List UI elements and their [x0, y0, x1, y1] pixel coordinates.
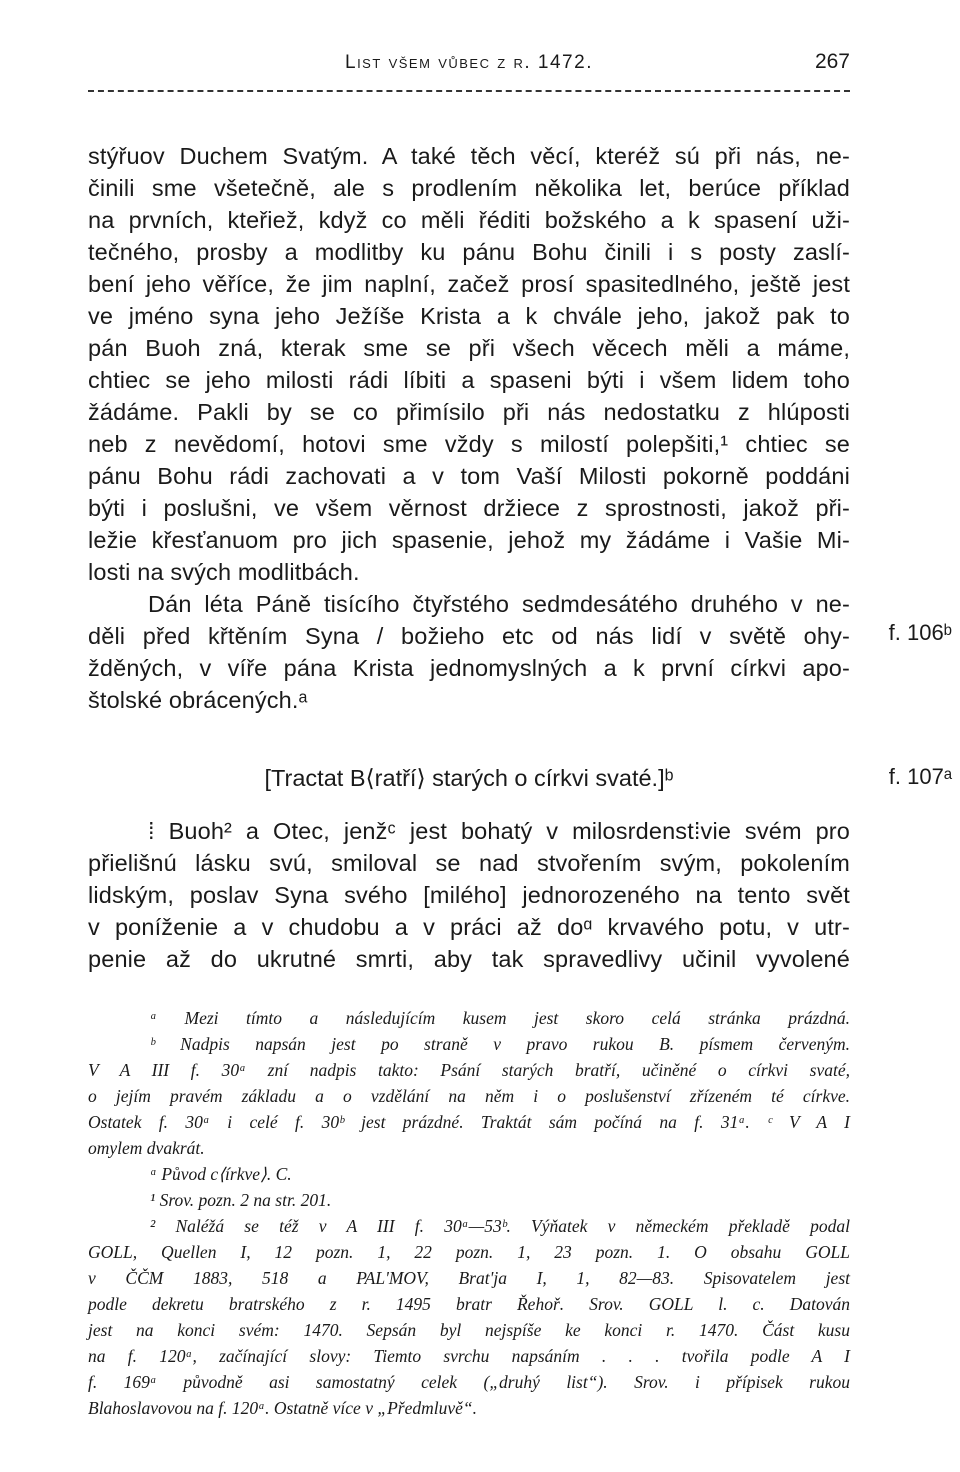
text-line: pán Buoh zná, kterak sme se při všech věcech měli a máme, [88, 335, 850, 361]
text-line: losti na svých modlitbách. [88, 559, 360, 585]
footnote-line: podle dekretu bratrského z r. 1495 bratr Řehoř. Srov. GOLL l. c. Datován [88, 1294, 850, 1314]
main-text [88, 140, 850, 716]
text-line: ⁞ Buoh² a Otec, jenžᶜ jest bohatý v milosrdenst⁞vie svém pro [148, 818, 850, 844]
text-line: děli před křtěním Syna / božieho etc od nás lidí v světě ohy- [88, 623, 850, 649]
footnotes [88, 1005, 850, 1421]
text-line: na prvních, kteřiež, když co měli řéditi božského a k spasení uži- [88, 207, 850, 233]
running-title: List všem vůbec z r. 1472. [345, 52, 593, 73]
text-line: přielišnú lásku svú, smiloval se nad stvořením svým, pokolením [88, 850, 850, 876]
footnote-line: ᵅ Původ c⟨írkve⟩. C. [150, 1164, 292, 1184]
text-line: štolské obrácených.ᵃ [88, 687, 308, 713]
text-line: býti i poslušni, ve všem věrnost držiece z sprostnosti, jakož při- [88, 495, 850, 521]
page-number: 267 [814, 50, 850, 73]
footnote-line: ᵇ Nadpis napsán jest po straně v pravo rukou B. písmem červeným. [150, 1034, 850, 1054]
footnote-line: v ČČM 1883, 518 a PAL'MOV, Brat'ja I, 1, 82—83. Spisovatelem jest [88, 1268, 850, 1288]
text-line: ležie křesťanuom pro jich spasenie, jehož my žádáme i Vašie Mi- [88, 527, 850, 553]
footnote-line: ¹ Srov. pozn. 2 na str. 201. [150, 1190, 332, 1210]
section-text [88, 815, 850, 975]
header-rule [88, 90, 850, 92]
text-line: neb z nevědomí, hotovi sme vždy s milostí polepšiti,¹ chtiec se [88, 431, 850, 457]
footnote-line: Ostatek f. 30ᵃ i celé f. 30ᵇ jest prázdné. Traktát sám počíná na f. 31ᵃ. ᶜ V A I [88, 1112, 850, 1132]
text-line: žděných, v víře pána Krista jednomyslných a k první církvi apo- [88, 655, 850, 681]
text-line: v poníženie a v chudobu a v práci až doᵅ krvavého potu, v utr- [88, 914, 850, 940]
text-line: bení jeho věříce, že jim naplní, začež prosí spasitedlného, ještě jest [88, 271, 850, 297]
text-line: penie až do ukrutné smrti, aby tak spravedlivy učinil vyvolené [88, 946, 850, 972]
footnote-line: Blahoslavovou na f. 120ᵃ. Ostatně více v „Předmluvě“. [88, 1398, 477, 1418]
text-line: ve jméno syna jeho Ježíše Krista a k chvále jeho, jakož pak to [88, 303, 850, 329]
text-line: žádáme. Pakli by se co přimísilo při nás nedostatku z hlúposti [88, 399, 850, 425]
footnote-line: omylem dvakrát. [88, 1138, 205, 1158]
footnote-line: na f. 120ᵃ, začínající slovy: Tiemto svrchu napsáním . . . tvořila podle A I [88, 1346, 850, 1366]
text-line: Dán léta Páně tisícího čtyřstého sedmdesátého druhého v ne- [148, 591, 850, 617]
text-line: činili sme všetečně, ale s prodlením několika let, berúce příklad [88, 175, 850, 201]
text-line: tečného, prosby a modlitby ku pánu Bohu činili i s posty zaslí- [88, 239, 850, 265]
section-heading: [Tractat B⟨ratří⟩ starých o církvi svaté.]ᵇ [264, 765, 674, 791]
footnote-line: f. 169ᵃ původně asi samostatný celek („druhý list“). Srov. i přípisek rukou [88, 1372, 850, 1392]
text-line: lidským, poslav Syna svého [milého] jednorozeného na tento svět [88, 882, 850, 908]
footnote-line: V A III f. 30ᵃ zní nadpis takto: Psání starých bratří, učiněné o církvi svaté, [88, 1060, 850, 1080]
folio-margin-note: f. 107ᵃ [888, 764, 952, 789]
footnote-line: ² Naléžá se též v A III f. 30ᵃ—53ᵇ. Výňatek v německém překladě podal [150, 1216, 850, 1236]
text-line: stýřuov Duchem Svatým. A také těch věcí, kteréž sú při nás, ne- [88, 143, 850, 169]
footnote-line: GOLL, Quellen I, 12 pozn. 1, 22 pozn. 1, 23 pozn. 1. O obsahu GOLL [88, 1242, 850, 1262]
text-line: pánu Bohu rádi zachovati a v tom Vaší Milosti pokorně poddáni [88, 463, 850, 489]
folio-margin-note: f. 106ᵇ [888, 620, 952, 645]
text-line: chtiec se jeho milosti rádi líbiti a spaseni býti i všem lidem toho [88, 367, 850, 393]
running-header [88, 46, 850, 86]
footnote-line: ᵃ Mezi tímto a následujícím kusem jest skoro celá stránka prázdná. [150, 1008, 850, 1028]
footnote-line: jest na konci svém: 1470. Sepsán byl nejspíše ke konci r. 1470. Část kusu [88, 1320, 850, 1340]
footnote-line: o jejím pravém základu a o vzdělání na něm i o poslušenství zřízeném té církve. [88, 1086, 850, 1106]
